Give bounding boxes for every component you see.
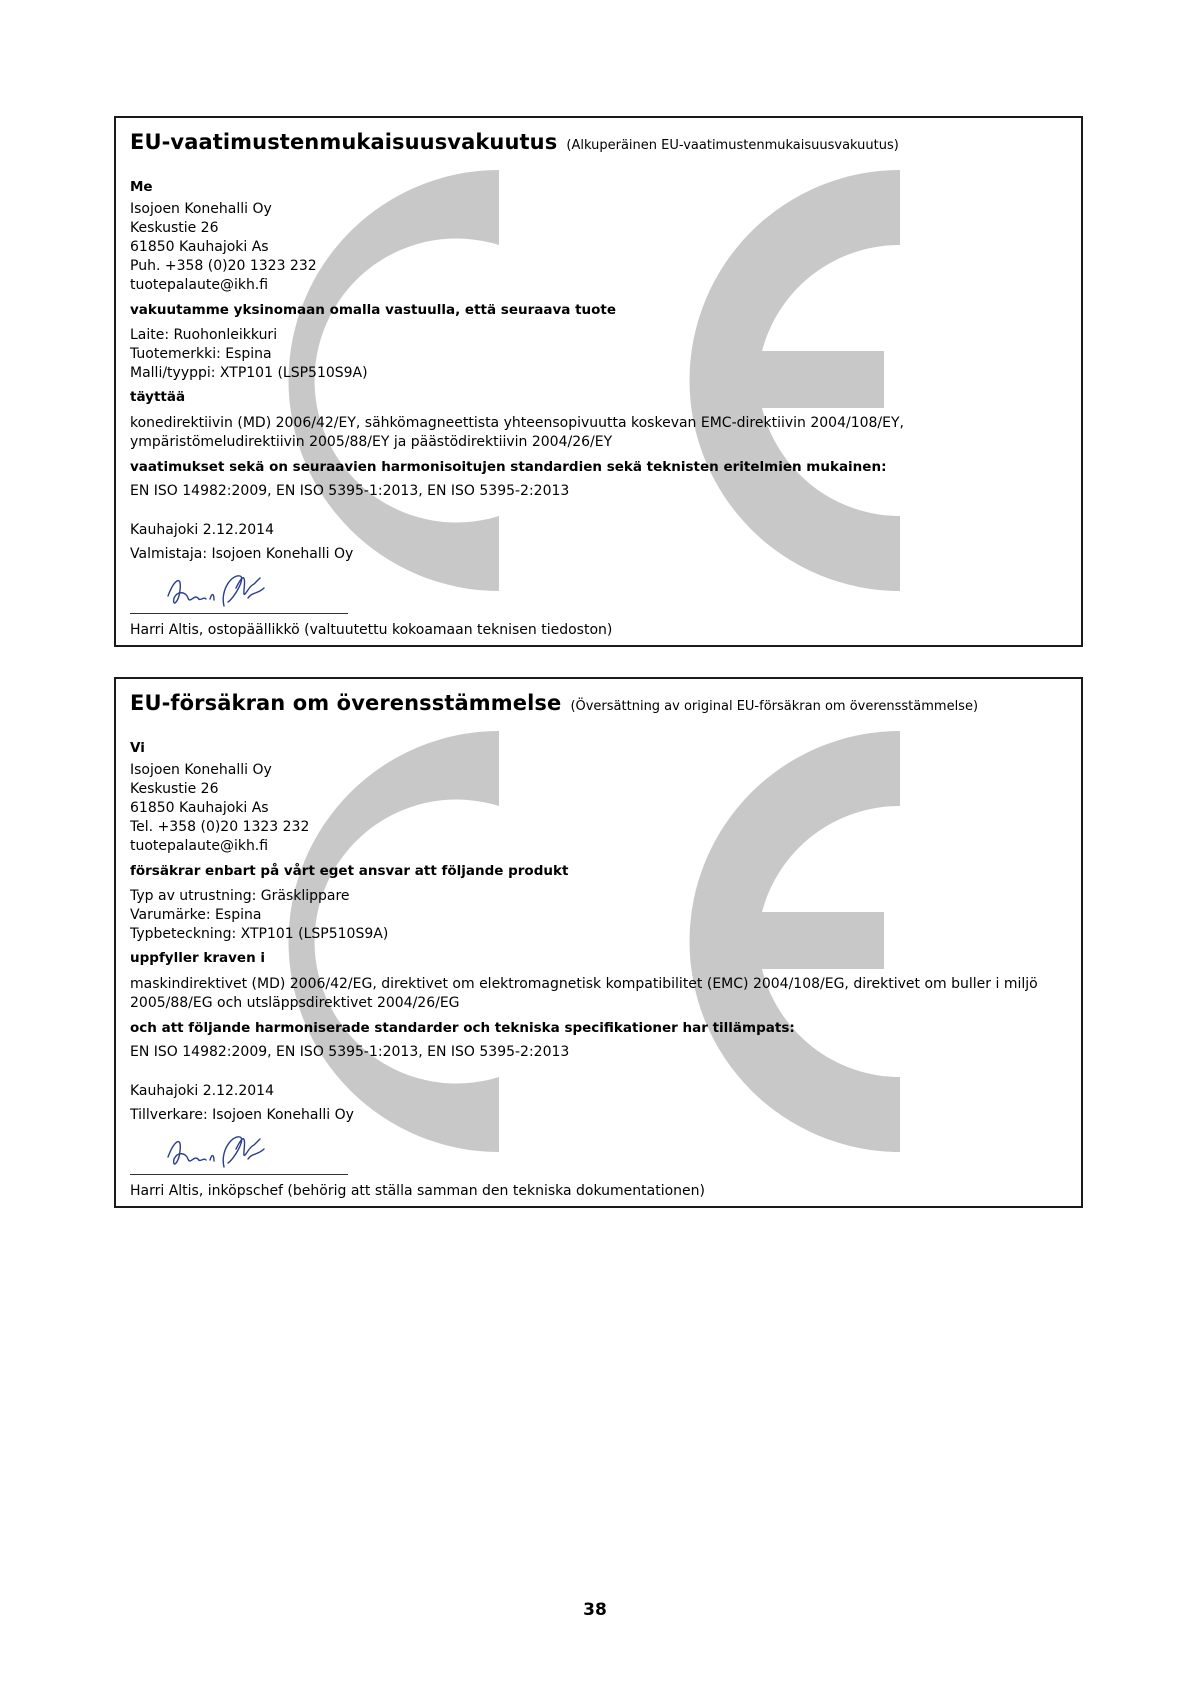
place-date: Kauhajoki 2.12.2014	[130, 1083, 274, 1099]
company-name: Isojoen Konehalli Oy	[130, 762, 272, 778]
phone-number: Tel. +358 (0)20 1323 232	[130, 819, 310, 835]
phone-number: Puh. +358 (0)20 1323 232	[130, 258, 317, 274]
page-number: 38	[583, 1600, 607, 1620]
signature-line	[130, 613, 348, 614]
signature-image	[160, 568, 270, 612]
declare-heading: vakuutamme yksinomaan omalla vastuulla, että seuraava tuote	[130, 302, 617, 318]
declaration-title-row	[130, 130, 899, 154]
declaration-box-finnish	[114, 116, 1083, 647]
manufacturer: Tillverkare: Isojoen Konehalli Oy	[130, 1107, 354, 1123]
directives-text: maskindirektivet (MD) 2006/42/EG, direktivet om elektromagnetisk kompatibilitet (EMC) 2004/108/EG, direktivet om buller i miljö 2005/88/EG och utsläppsdirektivet 2004/26/EG	[130, 976, 1038, 1011]
directives-text: konedirektiivin (MD) 2006/42/EY, sähkömagneettista yhteensopivuutta koskevan EMC-direktiivin 2004/108/EY, ympäristömeludirektiivin 2005/88/EY ja päästödirektiivin 2004/26/EY	[130, 415, 904, 450]
declaration-subtitle: (Översättning av original EU-försäkran om överensstämmelse)	[570, 699, 979, 714]
street-address: Keskustie 26	[130, 220, 219, 236]
signatory: Harri Altis, inköpschef (behörig att ställa samman den tekniska dokumentationen)	[130, 1183, 705, 1199]
postal-city: 61850 Kauhajoki As	[130, 239, 269, 255]
product-type: Typ av utrustning: Gräsklippare	[130, 888, 350, 904]
declaration-box-swedish	[114, 677, 1083, 1208]
postal-city: 61850 Kauhajoki As	[130, 800, 269, 816]
standards-list: EN ISO 14982:2009, EN ISO 5395-1:2013, EN ISO 5395-2:2013	[130, 483, 570, 499]
signature-line	[130, 1174, 348, 1175]
we-label: Me	[130, 179, 153, 195]
street-address: Keskustie 26	[130, 781, 219, 797]
product-type: Laite: Ruohonleikkuri	[130, 327, 278, 343]
complies-heading: uppfyller kraven i	[130, 950, 266, 966]
place-date: Kauhajoki 2.12.2014	[130, 522, 274, 538]
we-label: Vi	[130, 740, 145, 756]
complies-heading: täyttää	[130, 389, 186, 405]
product-model: Malli/tyyppi: XTP101 (LSP510S9A)	[130, 365, 368, 381]
declaration-title: EU-försäkran om överensstämmelse	[130, 691, 562, 715]
product-brand: Varumärke: Espina	[130, 907, 262, 923]
standards-list: EN ISO 14982:2009, EN ISO 5395-1:2013, EN ISO 5395-2:2013	[130, 1044, 570, 1060]
declaration-title: EU-vaatimustenmukaisuusvakuutus	[130, 130, 558, 154]
declare-heading: försäkrar enbart på vårt eget ansvar att följande produkt	[130, 863, 569, 879]
company-name: Isojoen Konehalli Oy	[130, 201, 272, 217]
standards-heading: vaatimukset sekä on seuraavien harmonisoitujen standardien sekä teknisten eritelmien mukainen:	[130, 459, 887, 475]
email-address: tuotepalaute@ikh.fi	[130, 838, 269, 854]
manufacturer: Valmistaja: Isojoen Konehalli Oy	[130, 546, 354, 562]
standards-heading: och att följande harmoniserade standarder och tekniska specifikationer har tillämpats:	[130, 1020, 795, 1036]
signature-image	[160, 1129, 270, 1173]
declaration-title-row	[130, 691, 978, 715]
signatory: Harri Altis, ostopäällikkö (valtuutettu kokoamaan teknisen tiedoston)	[130, 622, 613, 638]
product-model: Typbeteckning: XTP101 (LSP510S9A)	[130, 926, 389, 942]
declaration-subtitle: (Alkuperäinen EU-vaatimustenmukaisuusvakuutus)	[566, 138, 899, 153]
email-address: tuotepalaute@ikh.fi	[130, 277, 269, 293]
product-brand: Tuotemerkki: Espina	[130, 346, 272, 362]
